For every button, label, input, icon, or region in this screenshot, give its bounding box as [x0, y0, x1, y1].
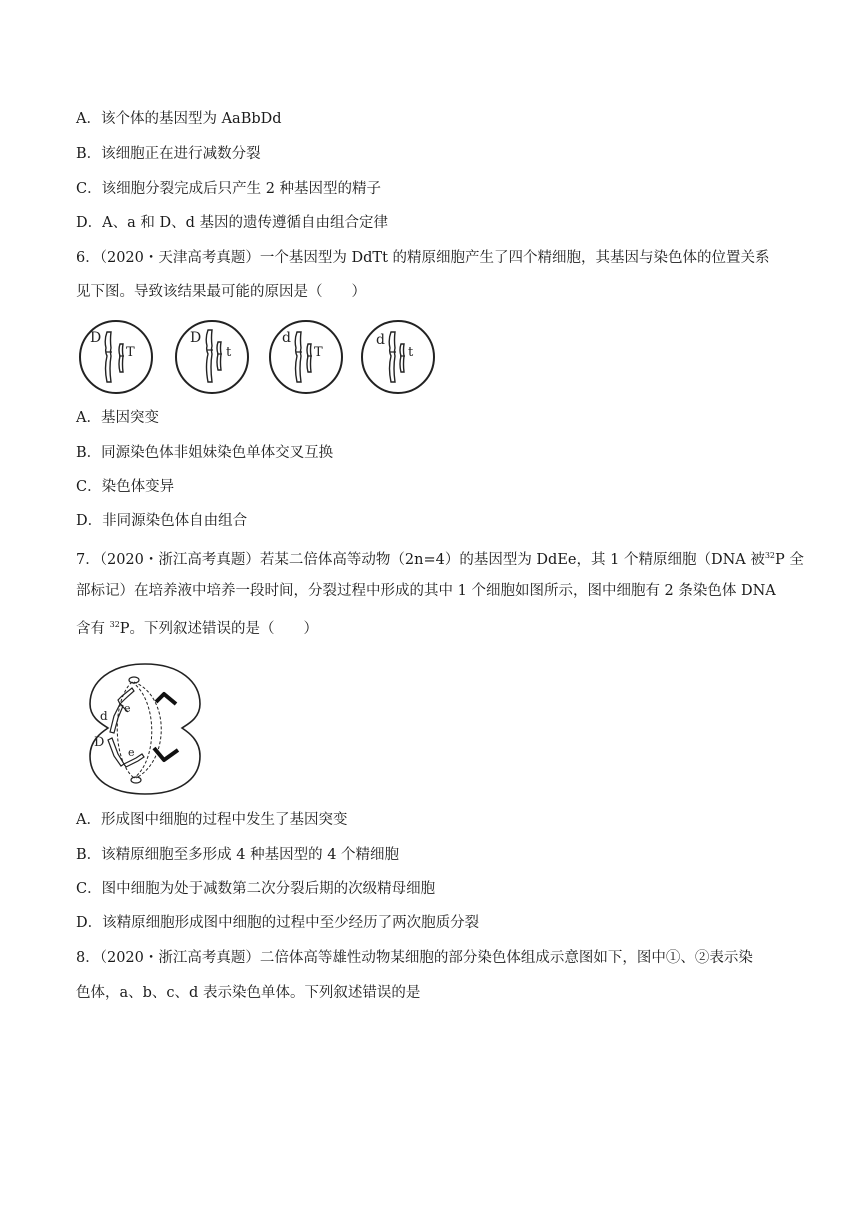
- q8-stem-line1: 8．（2020・浙江高考真题）二倍体高等雄性动物某细胞的部分染色体组成示意图如下，图中①、②表示染: [76, 950, 753, 966]
- q7-isotope-sup-1: 32: [764, 551, 776, 560]
- q6-cell-2-left-label: D: [190, 330, 202, 346]
- q6-cell-1-left-label: D: [90, 330, 102, 346]
- q6-option-d: D．非同源染色体自由组合: [76, 513, 248, 529]
- q6-cell-3-right-label: T: [314, 345, 323, 360]
- q7-stem-line1: [76, 546, 804, 570]
- q7-stem-line3: [76, 615, 318, 639]
- q7-option-a: A．形成图中细胞的过程中发生了基因突变: [76, 812, 348, 828]
- q7-option-c: C．图中细胞为处于减数第二次分裂后期的次级精母细胞: [76, 881, 436, 897]
- q6-cell-1: [76, 318, 156, 396]
- q7-label-e-lower: e: [128, 746, 135, 759]
- q6-stem-line1: 6．（2020・天津高考真题）一个基因型为 DdTt 的精原细胞产生了四个精细胞，其基因与染色体的位置关系: [76, 250, 770, 266]
- q6-option-a: A．基因突变: [76, 410, 159, 426]
- q7-isotope-sup-2: 32: [109, 620, 120, 629]
- q7-label-d: d: [100, 709, 108, 723]
- q6-stem-line2: 见下图。导致该结果最可能的原因是（ ）: [76, 284, 366, 300]
- q7-stem-line3-text: 含有: [76, 621, 110, 637]
- q7-option-d: D．该精原细胞形成图中细胞的过程中至少经历了两次胞质分裂: [76, 915, 480, 931]
- q5-option-c: C．该细胞分裂完成后只产生 2 种基因型的精子: [76, 181, 382, 197]
- q6-cell-4-right-label: t: [408, 345, 414, 360]
- q6-cell-2-right-label: t: [226, 345, 232, 360]
- q7-label-e-upper: e: [124, 702, 131, 715]
- q6-cell-3: [266, 318, 346, 396]
- q5-option-a: A．该个体的基因型为 AaBbDd: [76, 111, 282, 127]
- q6-cell-4-left-label: d: [376, 332, 385, 348]
- q6-cell-2: [172, 318, 252, 396]
- q6-cells-figure: [76, 318, 436, 396]
- q5-option-d: D．A、a 和 D、d 基因的遗传遵循自由组合定律: [76, 215, 388, 231]
- q6-option-c: C．染色体变异: [76, 479, 175, 495]
- q8-stem-line2: 色体，a、b、c、d 表示染色单体。下列叙述错误的是: [76, 985, 421, 1001]
- q5-option-b: B．该细胞正在进行减数分裂: [76, 146, 261, 162]
- q6-cell-4: [358, 318, 438, 396]
- q7-stem-line1-tail: P 全: [775, 552, 804, 568]
- q6-cell-1-right-label: T: [126, 345, 135, 360]
- q6-option-b: B．同源染色体非姐妹染色单体交叉互换: [76, 445, 334, 461]
- q7-label-D: D: [94, 735, 105, 750]
- q7-option-b: B．该精原细胞至多形成 4 种基因型的 4 个精细胞: [76, 847, 400, 863]
- q7-stem-line1-text: 7．（2020・浙江高考真题）若某二倍体高等动物（2n=4）的基因型为 DdEe，其 1 个精原细胞（DNA 被: [76, 552, 765, 568]
- q7-stem-line2: 部标记）在培养液中培养一段时间，分裂过程中形成的其中 1 个细胞如图所示，图中细胞有 2 条染色体 DNA: [76, 583, 776, 599]
- q7-dividing-cell-figure: [84, 660, 206, 796]
- q6-cell-3-left-label: d: [282, 330, 291, 346]
- q7-stem-line3-tail: P。下列叙述错误的是（ ）: [119, 621, 319, 637]
